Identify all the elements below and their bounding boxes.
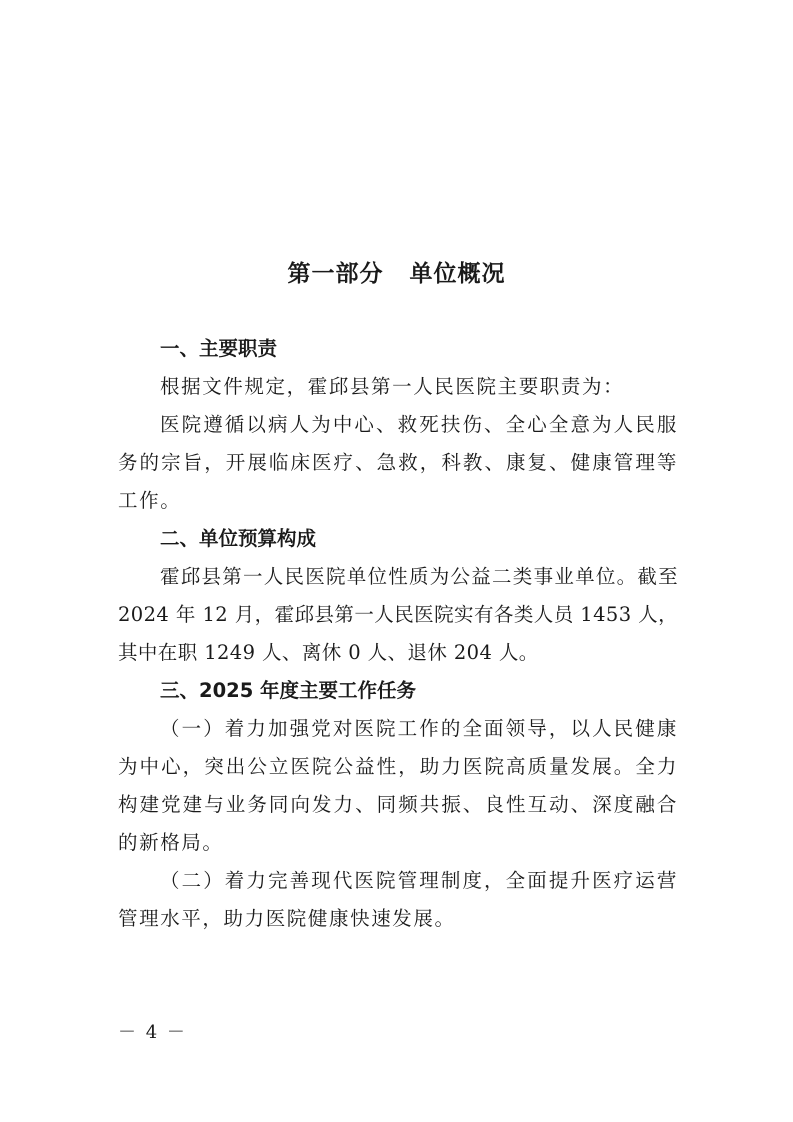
- page-number: － 4 －: [118, 1022, 187, 1043]
- document-body: [118, 330, 678, 938]
- title-subject: 单位概况: [409, 261, 506, 287]
- section-heading-tasks: 三、2025 年度主要工作任务: [160, 679, 417, 702]
- title-part: 第一部分: [287, 261, 384, 287]
- paragraph-task-2: （二）着力完善现代医院管理制度，全面提升医疗运营管理水平，助力医院健康快速发展。: [118, 869, 678, 930]
- paragraph-duties-detail: 医院遵循以病人为中心、救死扶伤、全心全意为人民服务的宗旨，开展临床医疗、急救，科教、康复、健康管理等工作。: [118, 413, 678, 512]
- paragraph-task-1: （一）着力加强党对医院工作的全面领导，以人民健康为中心，突出公立医院公益性，助力医院高质量发展。全力构建党建与业务同向发力、同频共振、良性互动、深度融合的新格局。: [118, 717, 678, 854]
- section-heading-budget: 二、单位预算构成: [160, 527, 317, 550]
- page-title: [0, 255, 793, 288]
- paragraph-budget: 霍邱县第一人民医院单位性质为公益二类事业单位。截至 2024 年 12 月，霍邱县第一人民医院实有各类人员 1453 人，其中在职 1249 人、离休 0 人、退休 204 人。: [118, 565, 678, 664]
- section-heading-duties: 一、主要职责: [160, 337, 278, 360]
- paragraph-duties-intro: 根据文件规定，霍邱县第一人民医院主要职责为：: [160, 375, 625, 398]
